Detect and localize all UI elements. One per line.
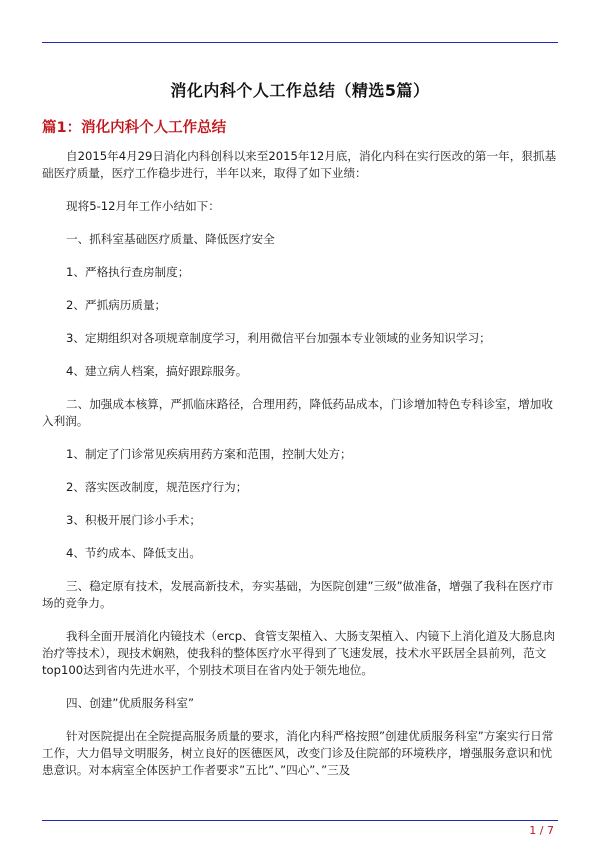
document-body [42,148,558,795]
paragraph: 四、创建”优质服务科室” [66,696,194,710]
paragraph: 1、制定了门诊常见疾病用药方案和范围，控制大处方； [66,447,352,461]
paragraph: 3、积极开展门诊小手术； [66,513,201,527]
paragraph: 3、定期组织对各项规章制度学习，利用微信平台加强本专业领域的业务知识学习； [66,331,491,345]
paragraph: 三、稳定原有技术，发展高新技术，夯实基础，为医院创建”三级”做准备，增强了我科在医疗市场的竞争力。 [42,579,554,610]
footer-rule [42,820,558,821]
header-rule [42,42,558,43]
document-title: 消化内科个人工作总结（精选5篇） [170,81,430,100]
paragraph: 针对医院提出在全院提高服务质量的要求，消化内科严格按照”创建优质服务科室”方案实行日常工作，大力倡导文明服务，树立良好的医德医风，改变门诊及住院部的环境秩序，增强服务意识和忧患意识。对本病室全体医护工作者要求”五比”、”四心”、”三及 [42,729,554,777]
paragraph: 我科全面开展消化内镜技术（ercp、食管支架植入、大肠支架植入、内镜下上消化道及大肠息肉治疗等技术），现技术娴熟，使我科的整体医疗水平得到了飞速发展，技术水平跃居全县前列，范文top100达到省内先进水平，个别技术项目在省内处于领先地位。 [42,629,556,677]
paragraph: 一、抓科室基础医疗质量、降低医疗安全 [66,232,275,246]
paragraph: 1、严格执行查房制度； [66,265,190,279]
paragraph: 二、加强成本核算，严抓临床路径，合理用药，降低药品成本，门诊增加特色专科诊室，增加收入利润。 [42,397,553,428]
paragraph: 4、建立病人档案，搞好跟踪服务。 [66,364,248,378]
page-number: 1 / 7 [529,824,554,837]
paragraph: 2、落实医改制度，规范医疗行为； [66,480,248,494]
section-title: 篇1：消化内科个人工作总结 [42,120,227,136]
paragraph: 自2015年4月29日消化内科创科以来至2015年12月底，消化内科在实行医改的第一年，狠抓基础医疗质量，医疗工作稳步进行，半年以来，取得了如下业绩： [42,149,557,180]
paragraph: 4、节约成本、降低支出。 [66,546,201,560]
paragraph: 现将5-12月年工作小结如下： [66,199,220,213]
paragraph: 2、严抓病历质量； [66,298,167,312]
